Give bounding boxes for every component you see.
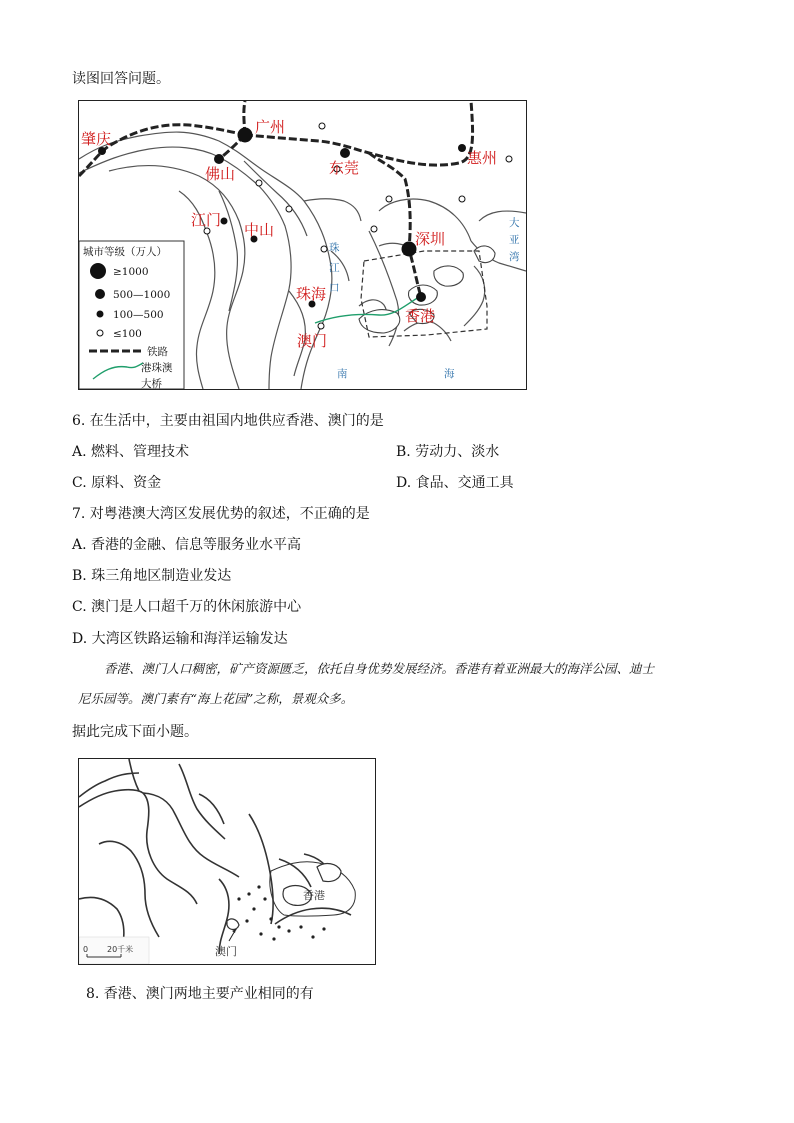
q6-option-c[interactable]: C. 原料、资金 bbox=[72, 475, 162, 491]
city-label-shenzhen: 深圳 bbox=[415, 230, 446, 248]
city-label-hongkong: 香港 bbox=[405, 307, 436, 325]
q7-option-c[interactable]: C. 澳门是人口超千万的休闲旅游中心 bbox=[72, 599, 302, 615]
water-label-bay-1: 大 bbox=[509, 217, 520, 229]
legend-level-4: ≤100 bbox=[113, 328, 142, 340]
water-label-pearl-1: 珠 bbox=[329, 242, 340, 254]
q7-option-d[interactable]: D. 大湾区铁路运输和海洋运输发达 bbox=[72, 631, 288, 647]
passage-line-1: 香港、澳门人口稠密，矿产资源匮乏，依托自身优势发展经济。香港有着亚洲最大的海洋公园、迪士 bbox=[104, 661, 655, 676]
q8-stem: 8. 香港、澳门两地主要产业相同的有 bbox=[86, 986, 314, 1002]
q7-stem: 7. 对粤港澳大湾区发展优势的叙述，不正确的是 bbox=[72, 506, 370, 522]
instruction-text: 据此完成下面小题。 bbox=[72, 724, 198, 740]
q7-option-b[interactable]: B. 珠三角地区制造业发达 bbox=[72, 568, 232, 584]
city-label-zhuhai: 珠海 bbox=[296, 285, 327, 303]
city-label-jiangmen: 江门 bbox=[191, 211, 222, 229]
hk-macau-map bbox=[78, 758, 376, 965]
scale-zero: 0 bbox=[83, 945, 89, 954]
city-label-foshan: 佛山 bbox=[205, 165, 236, 183]
city-label-guangzhou: 广州 bbox=[255, 118, 286, 136]
legend-level-1: ≥1000 bbox=[113, 266, 149, 278]
city-label-zhongshan: 中山 bbox=[244, 221, 275, 239]
passage-line-2: 尼乐园等。澳门素有“海上花园”之称，景观众多。 bbox=[78, 691, 354, 706]
city-label-huizhou: 惠州 bbox=[467, 149, 498, 167]
water-label-pearl-3: 口 bbox=[329, 282, 340, 294]
city-label-dongguan: 东莞 bbox=[329, 159, 360, 177]
legend-level-3: 100—500 bbox=[113, 309, 164, 321]
q6-option-d[interactable]: D. 食品、交通工具 bbox=[396, 475, 514, 491]
legend-title: 城市等级（万人） bbox=[83, 246, 167, 258]
legend-bridge-line1: 港珠澳 bbox=[141, 362, 173, 374]
legend-bridge-line2: 大桥 bbox=[141, 378, 162, 389]
q6-stem: 6. 在生活中，主要由祖国内地供应香港、澳门的是 bbox=[72, 413, 384, 429]
legend-level-2: 500—1000 bbox=[113, 289, 171, 301]
water-label-sea: 海 bbox=[444, 368, 455, 380]
q6-option-a[interactable]: A. 燃料、管理技术 bbox=[72, 444, 190, 460]
city-label-zhaoqing: 肇庆 bbox=[81, 130, 112, 148]
map-legend bbox=[79, 241, 184, 389]
scale-value: 20千米 bbox=[107, 945, 134, 954]
legend-railway: 铁路 bbox=[147, 346, 168, 358]
pearl-river-delta-map bbox=[78, 100, 527, 390]
water-label-south: 南 bbox=[337, 368, 348, 380]
water-label-bay-3: 湾 bbox=[509, 251, 520, 263]
reading-passage bbox=[78, 654, 728, 714]
q7-option-a[interactable]: A. 香港的金融、信息等服务业水平高 bbox=[72, 537, 302, 553]
water-label-bay-2: 亚 bbox=[509, 234, 520, 246]
label-hongkong: 香港 bbox=[303, 889, 325, 902]
city-label-macau: 澳门 bbox=[297, 332, 328, 350]
water-label-pearl-2: 江 bbox=[329, 262, 340, 274]
intro-text: 读图回答问题。 bbox=[72, 71, 170, 87]
label-macau: 澳门 bbox=[215, 945, 237, 958]
q6-option-b[interactable]: B. 劳动力、淡水 bbox=[396, 444, 500, 460]
